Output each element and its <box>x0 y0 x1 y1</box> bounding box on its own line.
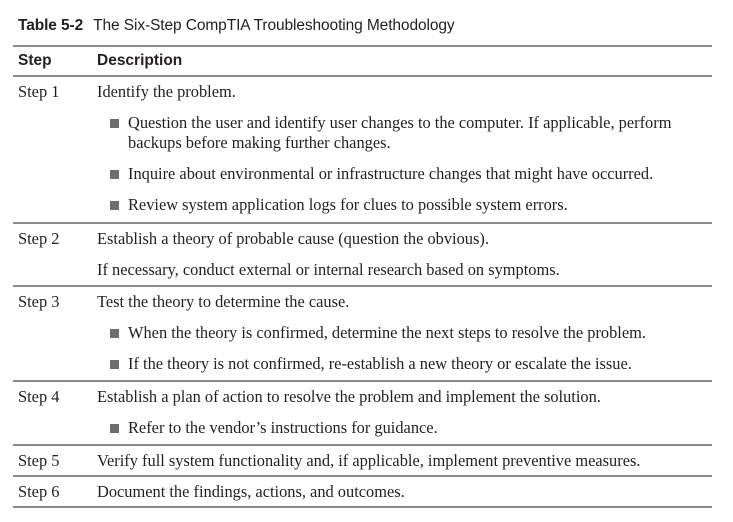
step-label: Step 1 <box>18 82 60 101</box>
step-main-text: Verify full system functionality and, if applicable, implement preventive measures. <box>97 451 641 470</box>
bullet-item <box>97 113 712 153</box>
bullet-item <box>97 418 712 438</box>
step-description <box>97 382 712 444</box>
table-row-step-5 <box>13 446 712 475</box>
step-main-text: Identify the problem. <box>97 82 236 101</box>
step-label: Step 2 <box>18 229 60 248</box>
step-main-text: Document the findings, actions, and outcomes. <box>97 482 405 501</box>
step-extra-text: If necessary, conduct external or internal research based on symptoms. <box>97 260 560 279</box>
step-main-text: Test the theory to determine the cause. <box>97 292 350 311</box>
table-row-step-1 <box>13 77 712 222</box>
square-bullet-icon <box>110 360 119 369</box>
square-bullet-icon <box>110 329 119 338</box>
step-label: Step 6 <box>18 482 60 501</box>
bullet-item <box>97 323 712 343</box>
step-label: Step 3 <box>18 292 60 311</box>
table-row-step-3 <box>13 287 712 380</box>
square-bullet-icon <box>110 201 119 210</box>
step-main-text: Establish a plan of action to resolve the problem and implement the solution. <box>97 387 601 406</box>
header-step: Step <box>18 52 52 69</box>
table-title: The Six-Step CompTIA Troubleshooting Methodology <box>93 17 455 34</box>
bullet-text: When the theory is confirmed, determine the next steps to resolve the problem. <box>128 323 646 342</box>
step-label: Step 4 <box>18 387 60 406</box>
step-description <box>97 446 712 475</box>
bullet-item <box>97 354 712 374</box>
square-bullet-icon <box>110 170 119 179</box>
table-row-step-4 <box>13 382 712 444</box>
table-caption <box>18 17 455 35</box>
header-description: Description <box>97 52 183 69</box>
table-bottom-rule <box>13 506 712 508</box>
bullet-text: Inquire about environmental or infrastructure changes that might have occurred. <box>128 164 654 183</box>
bullet-item <box>97 164 712 184</box>
step-description <box>97 477 712 506</box>
table-row-step-6 <box>13 477 712 506</box>
table-number: Table 5-2 <box>18 17 84 34</box>
square-bullet-icon <box>110 119 119 128</box>
step-label: Step 5 <box>18 451 60 470</box>
bullet-text: If the theory is not confirmed, re-establish a new theory or escalate the issue. <box>128 354 632 373</box>
troubleshooting-table <box>13 45 712 508</box>
bullet-text: Question the user and identify user changes to the computer. If applicable, perform backups before making further changes. <box>128 113 672 152</box>
table-row-step-2 <box>13 224 712 285</box>
table-header-row <box>13 47 712 75</box>
step-description <box>97 224 712 285</box>
square-bullet-icon <box>110 424 119 433</box>
step-main-text: Establish a theory of probable cause (question the obvious). <box>97 229 489 248</box>
bullet-item <box>97 195 712 215</box>
step-description <box>97 77 712 222</box>
bullet-text: Review system application logs for clues to possible system errors. <box>128 195 568 214</box>
step-description <box>97 287 712 380</box>
bullet-text: Refer to the vendor’s instructions for guidance. <box>128 418 438 437</box>
